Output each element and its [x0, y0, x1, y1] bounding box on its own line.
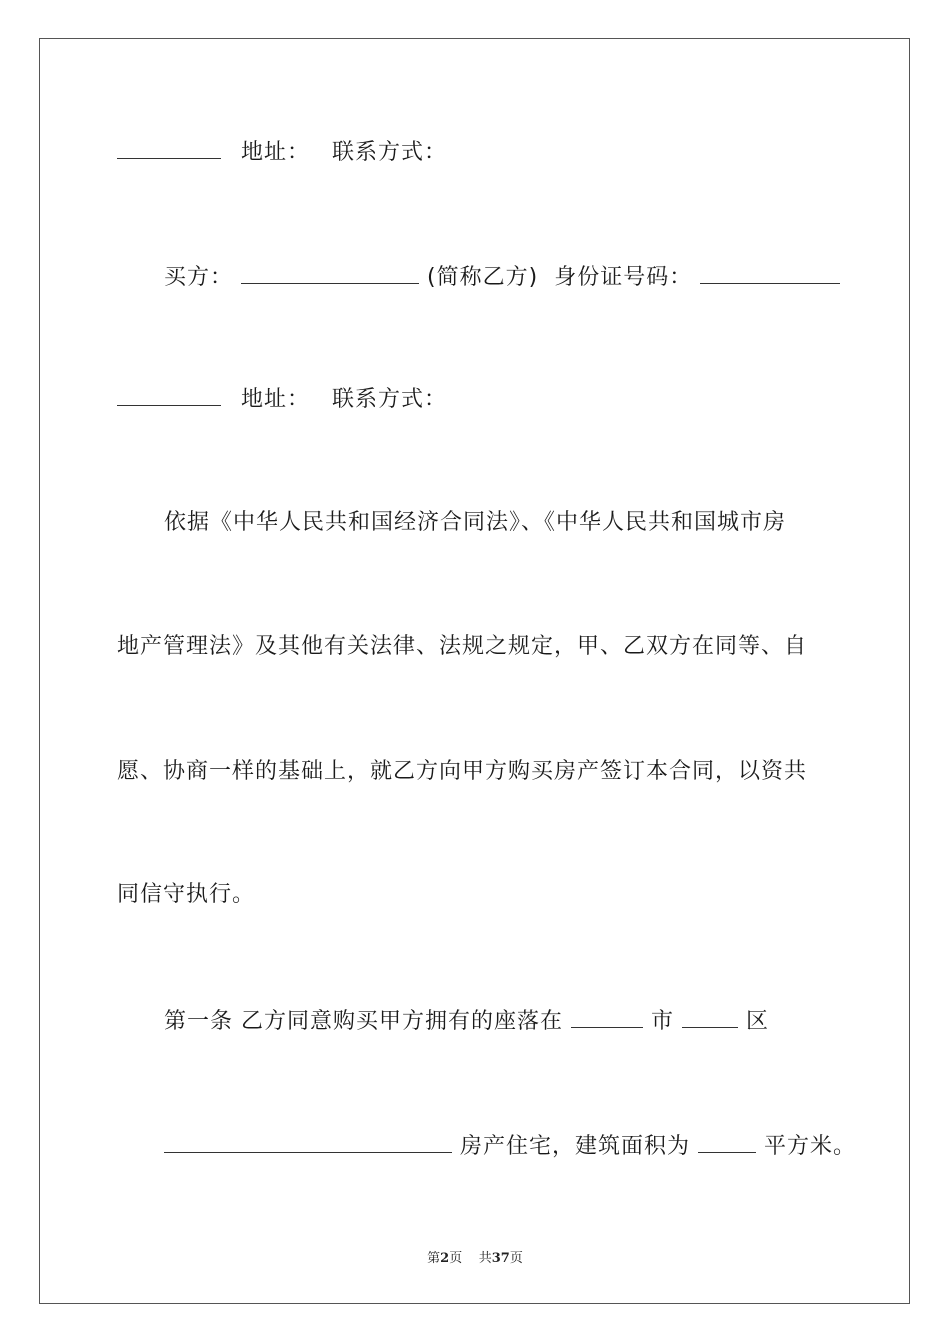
house-address-field[interactable] [164, 1130, 452, 1153]
district-label: 区 [746, 1009, 770, 1034]
buyer-name-field[interactable] [241, 261, 419, 284]
house-text: 房产住宅，建筑面积为 [460, 1134, 691, 1159]
footer-total-suffix: 页 [509, 1251, 523, 1266]
article1-line-1 [164, 1005, 769, 1037]
preamble-line-2: 地产管理法》及其他有关法律、法规之规定，甲、乙双方在同等、自 [117, 634, 808, 659]
buyer-id-label: 身份证号码： [554, 265, 693, 290]
buyer-contact-label: 联系方式： [332, 387, 448, 412]
article1-prefix: 第一条 乙方同意购买甲方拥有的座落在 [164, 1009, 563, 1034]
preamble-line-3: 愿、协商一样的基础上，就乙方向甲方购买房产签订本合同，以资共 [117, 759, 808, 784]
preamble-line-4: 同信守执行。 [117, 882, 256, 907]
buyer-contact-line [117, 383, 447, 415]
city-label: 市 [651, 1009, 675, 1034]
area-field[interactable] [698, 1130, 756, 1153]
area-unit: 平方米。 [764, 1134, 857, 1159]
seller-address-label: 地址： [241, 140, 311, 165]
district-field[interactable] [682, 1005, 738, 1028]
seller-contact-line [117, 136, 447, 168]
footer-page-number: 2 [440, 1251, 450, 1266]
article1-line-2 [164, 1130, 856, 1162]
buyer-address-label: 地址： [241, 387, 311, 412]
buyer-blank-field[interactable] [117, 383, 221, 406]
seller-contact-label: 联系方式： [332, 140, 448, 165]
preamble-line-1: 依据《中华人民共和国经济合同法》、《中华人民共和国城市房 [164, 510, 787, 535]
buyer-line [164, 261, 840, 293]
page-footer [0, 1247, 950, 1266]
page-border [39, 38, 910, 1304]
city-field[interactable] [571, 1005, 643, 1028]
footer-page-prefix: 第 [427, 1251, 441, 1266]
footer-total-prefix: 共 [478, 1251, 492, 1266]
footer-page-suffix: 页 [449, 1251, 463, 1266]
footer-total-pages: 37 [491, 1251, 510, 1266]
buyer-id-field[interactable] [700, 261, 840, 284]
seller-blank-field[interactable] [117, 136, 221, 159]
buyer-label: 买方： [164, 265, 234, 290]
buyer-alias: (简称乙方) [427, 265, 539, 290]
